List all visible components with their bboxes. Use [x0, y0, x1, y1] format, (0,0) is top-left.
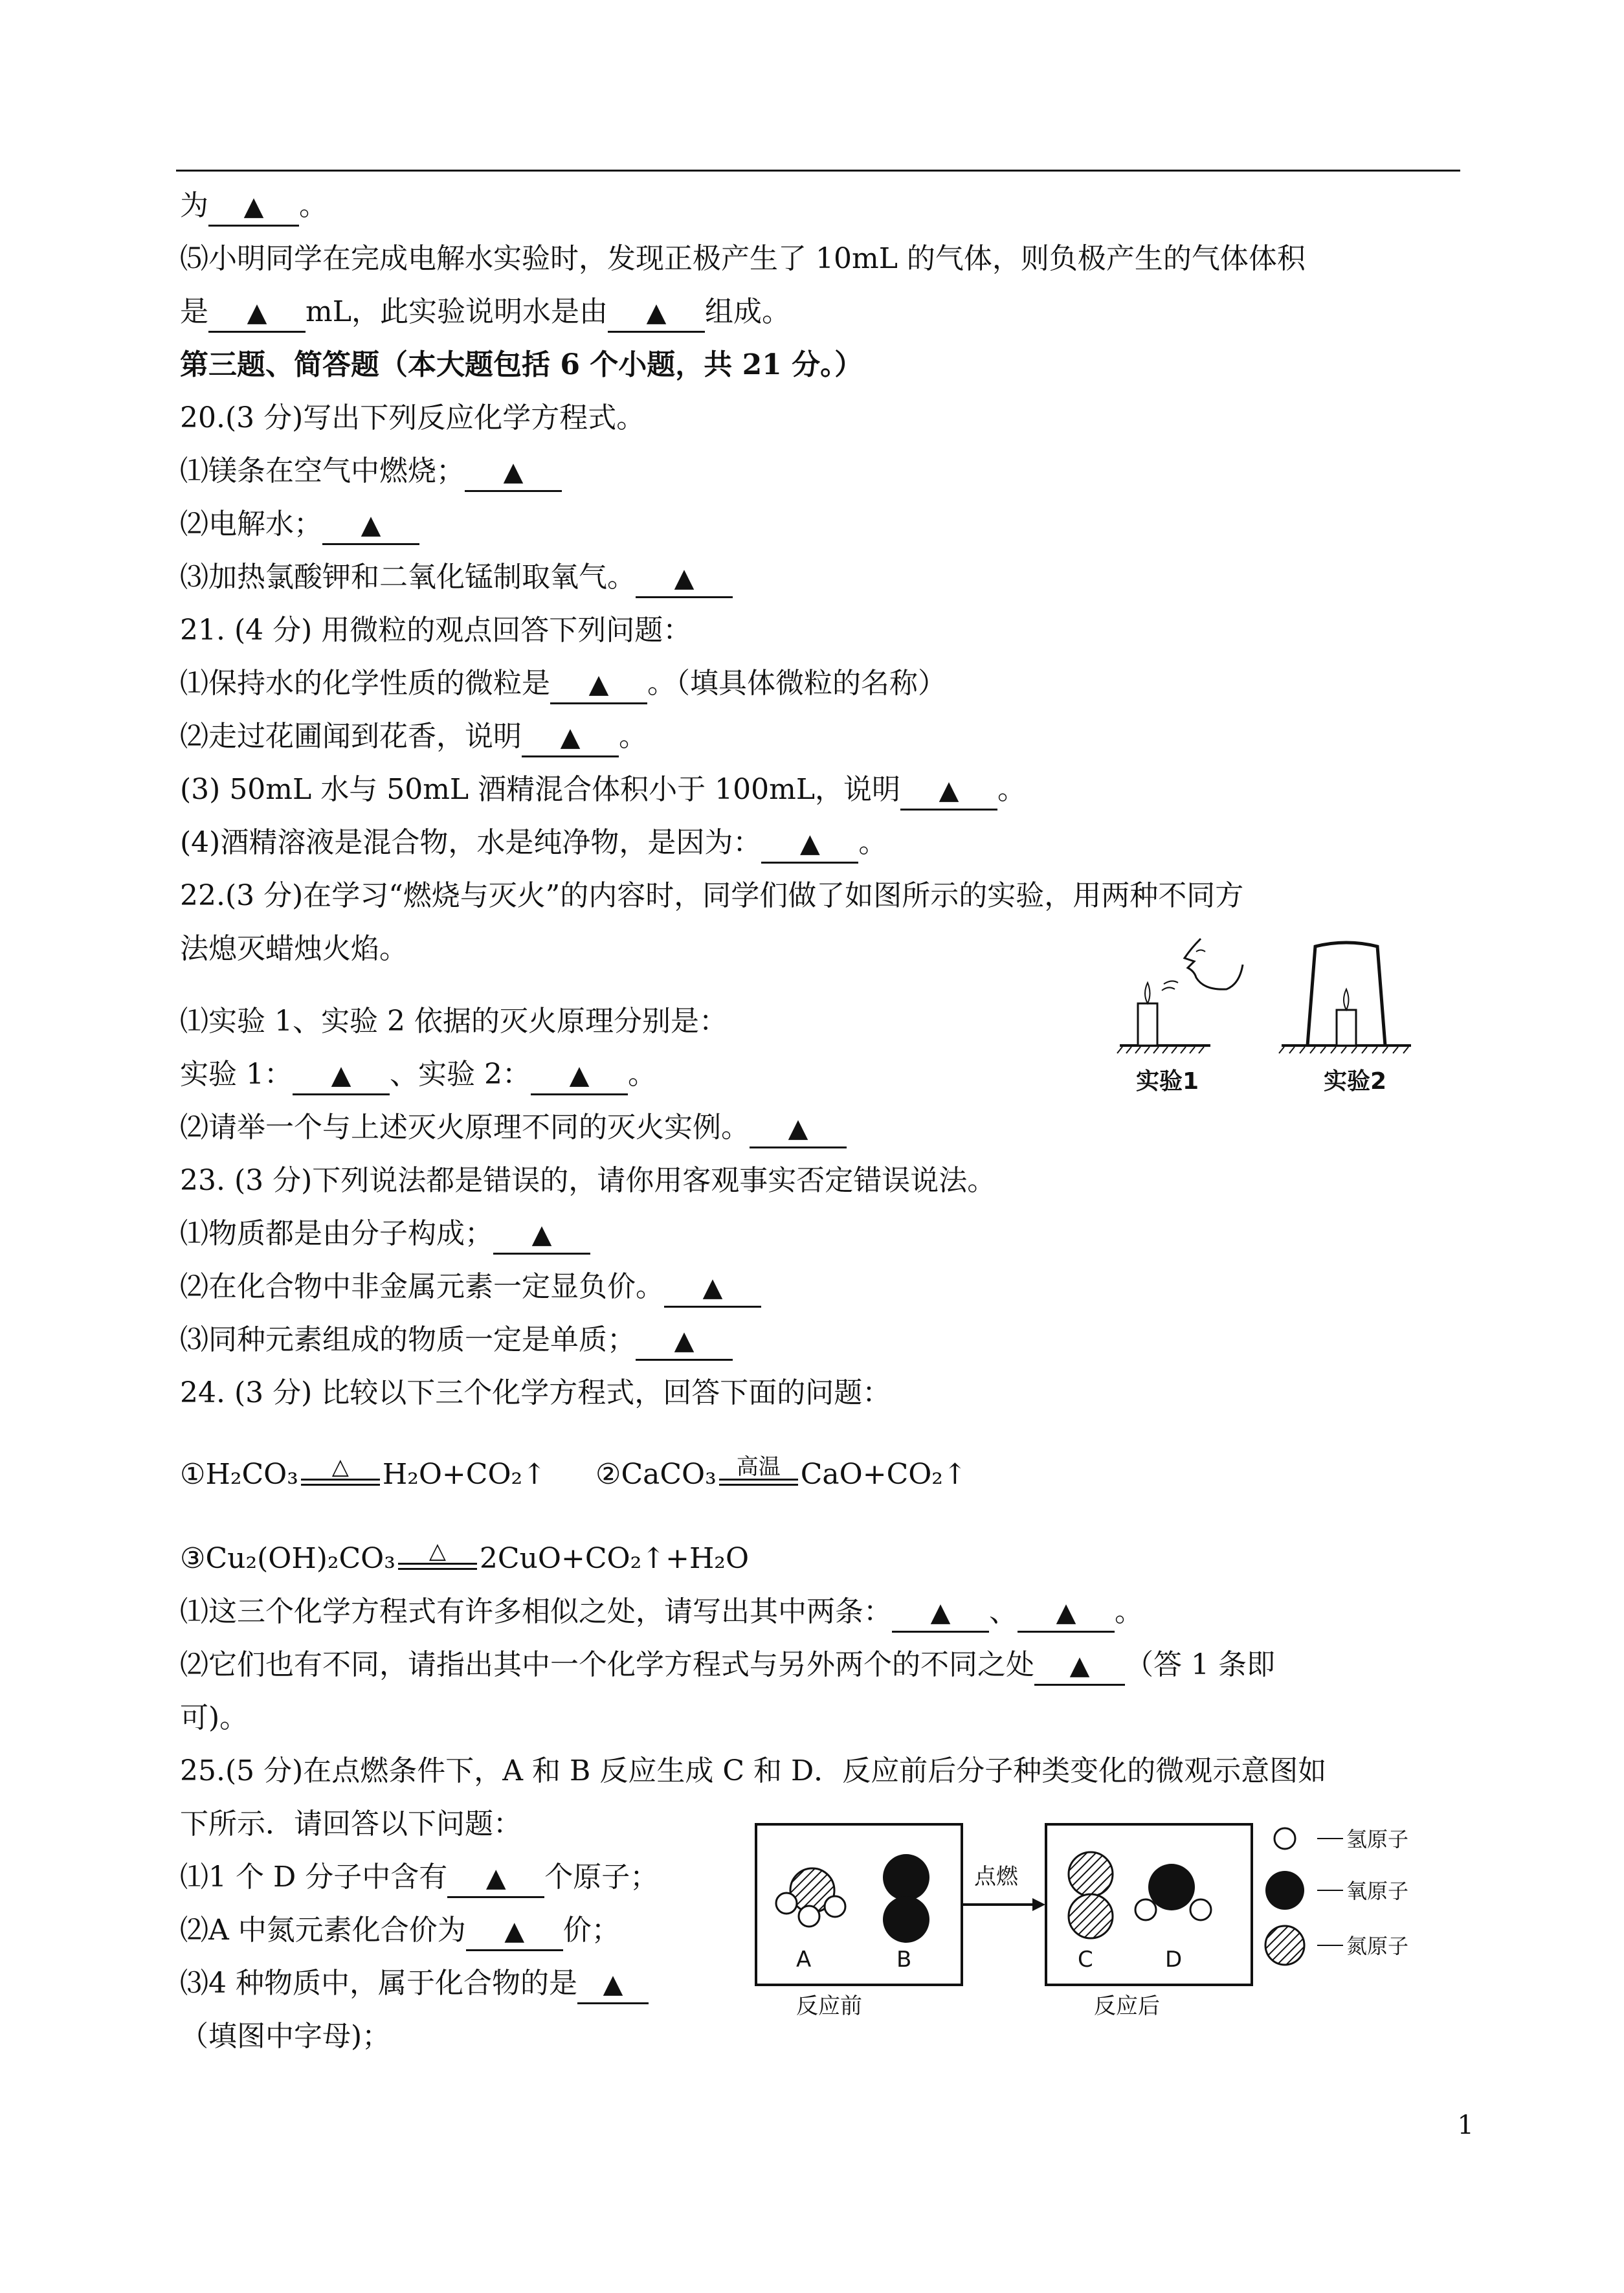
arrow-label: 点燃	[974, 1864, 1018, 1890]
answer-blank[interactable]: ▲	[892, 1594, 989, 1633]
answer-blank[interactable]: ▲	[208, 188, 299, 227]
answer-blank[interactable]: ▲	[636, 1322, 733, 1361]
page-number: 1	[1457, 2110, 1474, 2140]
answer-blank[interactable]: ▲	[293, 1057, 390, 1095]
line-26: ⑴这三个化学方程式有许多相似之处，请写出其中两条： ▲ 、 ▲ 。	[180, 1593, 1143, 1633]
equation-1: ①H₂CO₃ △ H₂O+CO₂↑	[180, 1455, 546, 1494]
answer-blank[interactable]: ▲	[322, 506, 419, 545]
molecular-reaction-figure	[751, 1813, 1476, 2039]
label-d: D	[1165, 1947, 1183, 1973]
line-20: ⑴物质都是由分子构成； ▲	[180, 1214, 590, 1255]
experiment-2-label: 实验2	[1324, 1068, 1387, 1094]
line-07: ⑵电解水； ▲	[180, 505, 419, 545]
line-31: ⑴1 个 D 分子中含有 ▲ 个原子；	[180, 1858, 658, 1898]
line-01: 为 ▲ 。	[180, 186, 328, 227]
section-heading: 第三题、简答题（本大题包括 6 个小题，共 21 分。）	[180, 348, 863, 381]
experiment-1-label: 实验1	[1136, 1068, 1199, 1094]
answer-blank[interactable]: ▲	[522, 719, 619, 757]
reaction-condition: 高温	[717, 1455, 801, 1494]
answer-blank[interactable]: ▲	[761, 825, 858, 864]
line-16: ⑴实验 1、实验 2 依据的灭火原理分别是：	[180, 1005, 728, 1038]
answer-blank[interactable]: ▲	[577, 1965, 649, 2004]
answer-blank[interactable]: ▲	[447, 1859, 544, 1898]
line-30: 下所示．请回答以下问题：	[180, 1807, 522, 1840]
answer-blank[interactable]: ▲	[550, 666, 647, 704]
line-03: 是 ▲ mL，此实验说明水是由 ▲ 组成。	[180, 293, 790, 333]
line-17: 实验 1： ▲ 、实验 2： ▲ 。	[180, 1055, 656, 1095]
answer-blank[interactable]: ▲	[493, 1216, 590, 1255]
line-28: 可)。	[180, 1701, 249, 1734]
line-22: ⑶同种元素组成的物质一定是单质； ▲	[180, 1321, 733, 1361]
line-10: ⑴保持水的化学性质的微粒是 ▲ 。（填具体微粒的名称）	[180, 664, 946, 704]
label-c: C	[1078, 1947, 1093, 1973]
question-24: 24. (3 分) 比较以下三个化学方程式，回答下面的问题：	[180, 1376, 891, 1409]
header-rule	[176, 170, 1460, 172]
answer-blank[interactable]: ▲	[750, 1110, 847, 1148]
line-32: ⑵A 中氮元素化合价为 ▲ 价；	[180, 1911, 620, 1951]
line-08: ⑶加热氯酸钾和二氧化锰制取氧气。 ▲	[180, 558, 733, 598]
answer-blank[interactable]: ▲	[466, 1912, 563, 1951]
legend-hydrogen: 氢原子	[1346, 1827, 1409, 1851]
line-34: （填图中字母)；	[180, 2020, 391, 2053]
answer-blank[interactable]: ▲	[1034, 1647, 1125, 1686]
answer-blank[interactable]: ▲	[531, 1057, 628, 1095]
equation-2: ②CaCO₃ 高温 CaO+CO₂↑	[595, 1455, 967, 1494]
legend-oxygen: 氧原子	[1346, 1879, 1409, 1903]
answer-blank[interactable]: ▲	[1018, 1594, 1115, 1633]
label-a: A	[796, 1947, 812, 1973]
line-12: (3) 50mL 水与 50mL 酒精混合体积小于 100mL，说明 ▲ 。	[180, 770, 1026, 811]
line-15: 法熄灭蜡烛火焰。	[180, 932, 408, 965]
answer-blank[interactable]: ▲	[636, 559, 733, 598]
question-20: 20.(3 分)写出下列反应化学方程式。	[180, 401, 645, 434]
answer-blank[interactable]: ▲	[608, 294, 705, 333]
candle-experiment-figure	[1113, 913, 1418, 1094]
line-06: ⑴镁条在空气中燃烧； ▲	[180, 452, 562, 492]
line-27: ⑵它们也有不同，请指出其中一个化学方程式与另外两个的不同之处 ▲ （答 1 条即	[180, 1646, 1275, 1686]
question-21: 21. (4 分) 用微粒的观点回答下列问题：	[180, 614, 692, 647]
after-label: 反应后	[1094, 1993, 1160, 2019]
line-13: (4)酒精溶液是混合物，水是纯净物，是因为： ▲ 。	[180, 823, 887, 864]
question-22: 22.(3 分)在学习“燃烧与灭火”的内容时，同学们做了如图所示的实验，用两种不同方	[180, 879, 1244, 912]
equation-3: ③Cu₂(OH)₂CO₃ △ 2CuO+CO₂↑+H₂O	[180, 1539, 749, 1578]
answer-blank[interactable]: ▲	[465, 453, 562, 492]
line-21: ⑵在化合物中非金属元素一定显负价。 ▲	[180, 1268, 761, 1308]
question-23: 23. (3 分)下列说法都是错误的，请你用客观事实否定错误说法。	[180, 1164, 996, 1197]
answer-blank[interactable]: ▲	[208, 294, 306, 333]
before-label: 反应前	[796, 1993, 862, 2019]
answer-blank[interactable]: ▲	[664, 1269, 761, 1308]
label-b: B	[896, 1947, 912, 1973]
legend-nitrogen: 氮原子	[1346, 1934, 1409, 1958]
line-02: ⑸小明同学在完成电解水实验时，发现正极产生了 10mL 的气体，则负极产生的气体体积	[180, 242, 1306, 275]
question-25: 25.(5 分)在点燃条件下，A 和 B 反应生成 C 和 D．反应前后分子种类变化的微观示意图如	[180, 1754, 1327, 1787]
line-18: ⑵请举一个与上述灭火原理不同的灭火实例。 ▲	[180, 1108, 847, 1148]
line-33: ⑶4 种物质中，属于化合物的是 ▲	[180, 1964, 649, 2004]
reaction-condition: △	[298, 1455, 383, 1494]
reaction-condition: △	[395, 1539, 480, 1578]
line-11: ⑵走过花圃闻到花香，说明 ▲ 。	[180, 717, 647, 757]
answer-blank[interactable]: ▲	[900, 772, 997, 811]
